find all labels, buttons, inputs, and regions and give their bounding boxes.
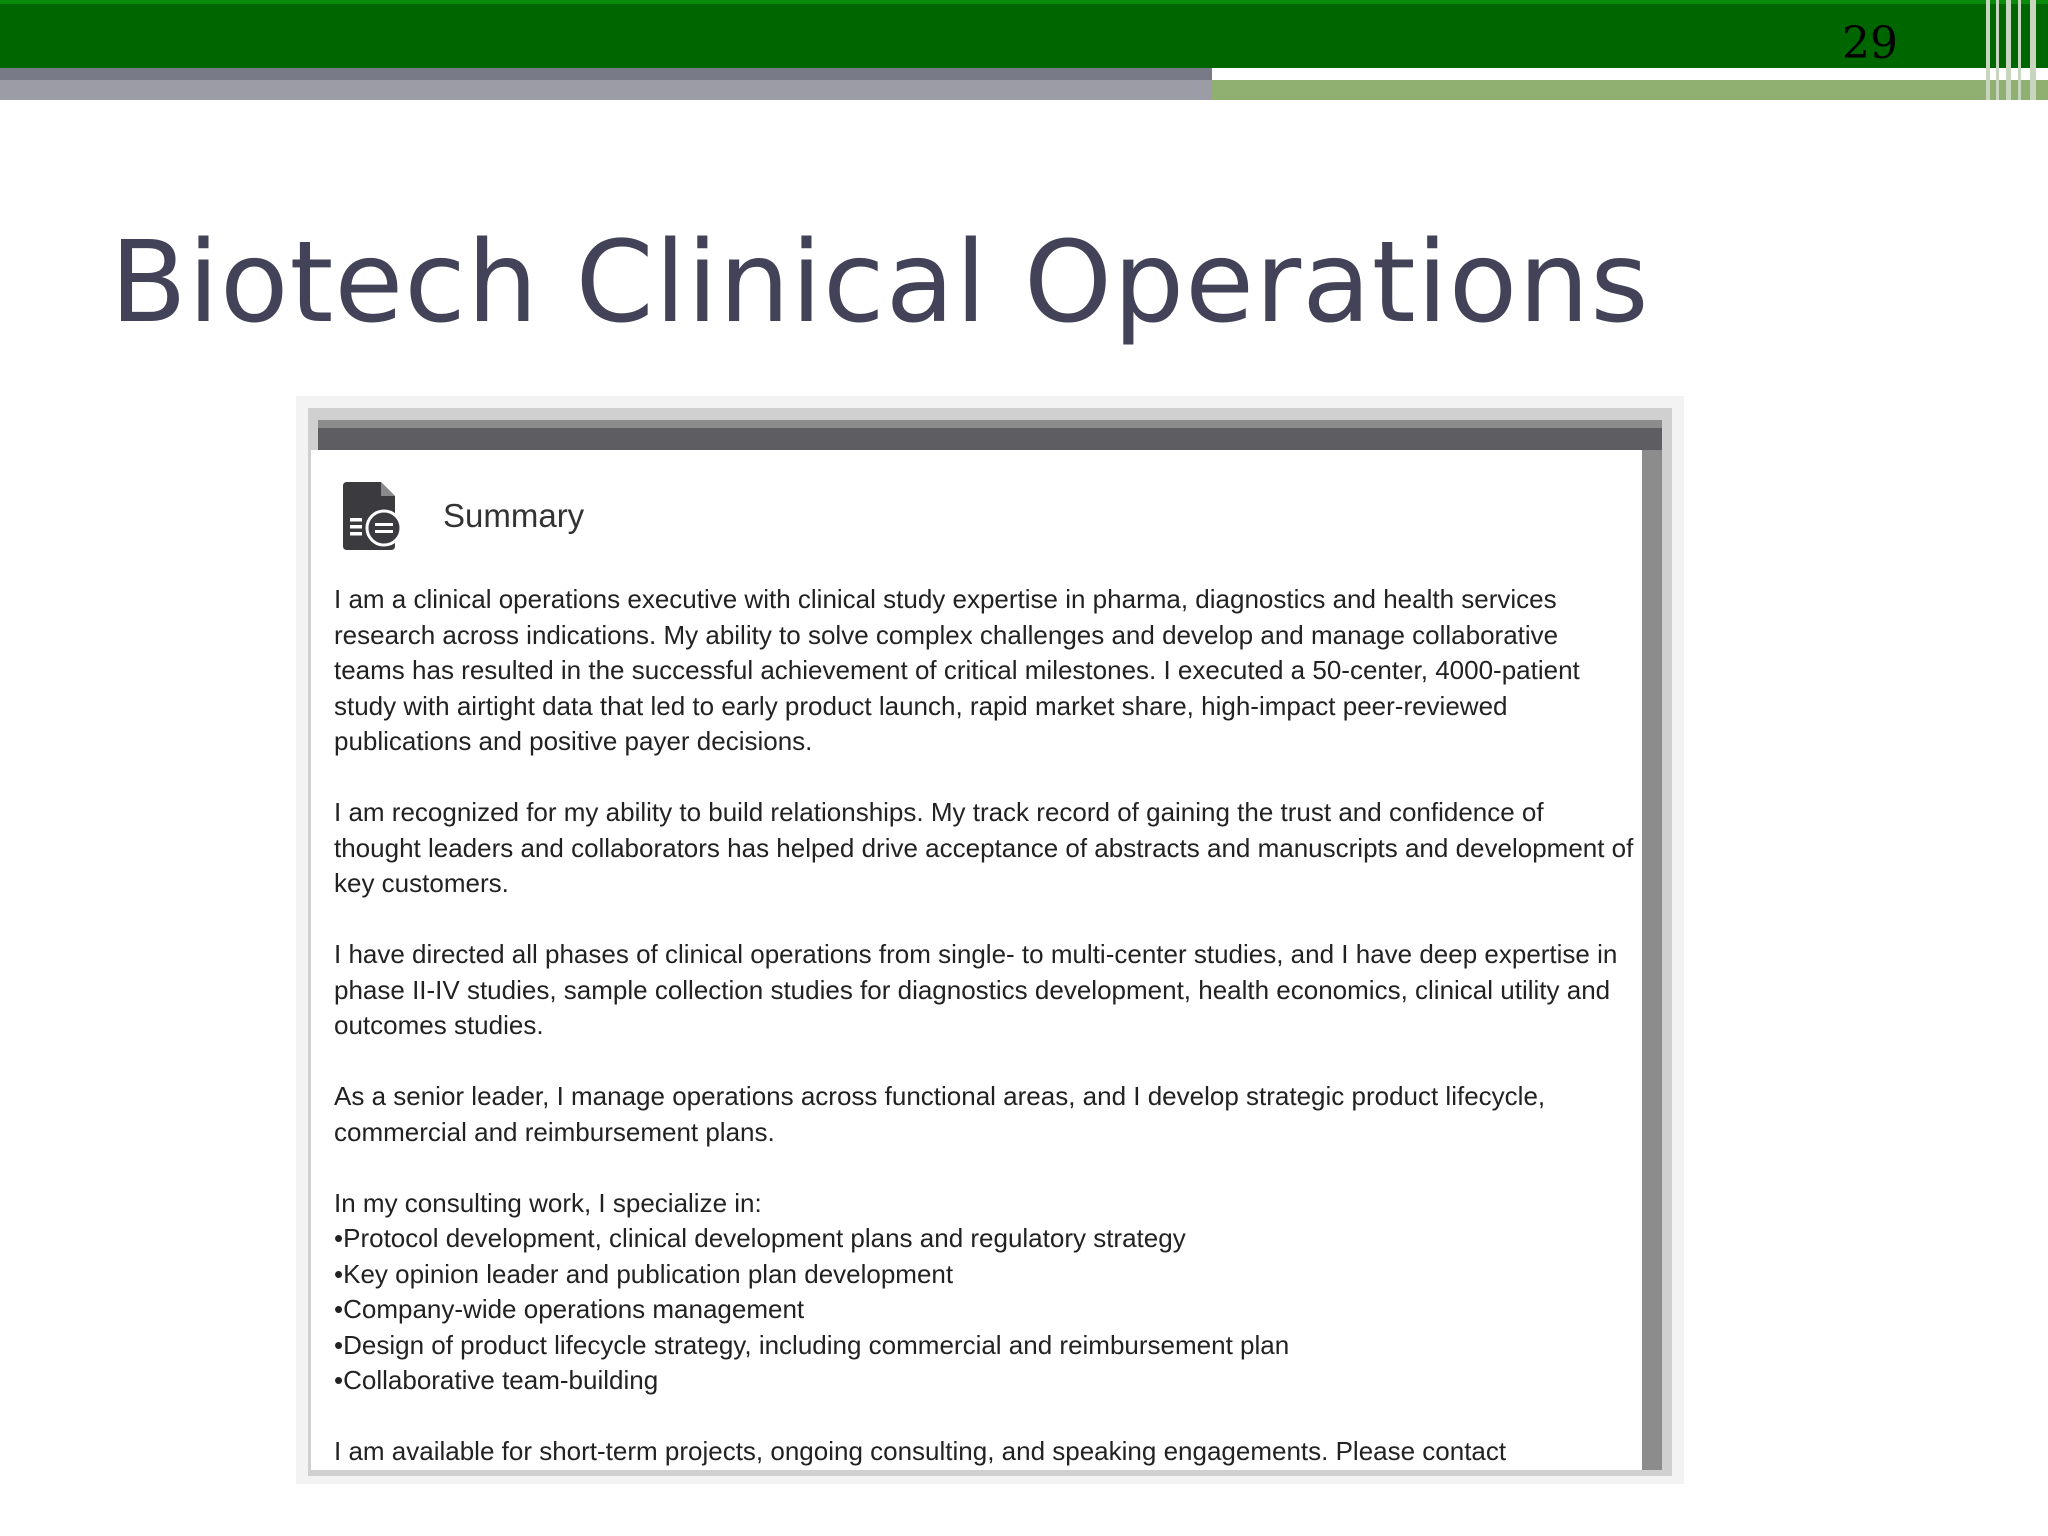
header-green-bar	[0, 0, 2048, 68]
header-stripe	[2006, 0, 2011, 100]
summary-paragraph: As a senior leader, I manage operations across functional areas, and I develop strategic product lifecycle, commercial and reimbursement plans.	[334, 1081, 1546, 1147]
summary-panel	[311, 450, 1642, 1470]
header-gray-bar	[0, 68, 1212, 100]
summary-paragraph: I have directed all phases of clinical operations from single- to multi-center studies, and I have deep expertise in phase II-IV studies, sample collection studies for diagnostics development, health economics, clinical utility and outcomes studies.	[334, 939, 1618, 1040]
page-number: 29	[1842, 18, 1898, 69]
summary-paragraph: I am recognized for my ability to build relationships. My track record of gaining the trust and confidence of thought leaders and collaborators has helped drive acceptance of abstracts and manuscripts and development of key customers.	[334, 797, 1634, 898]
header-stripe	[2030, 0, 2036, 100]
header-stripe	[1996, 0, 1999, 100]
slide-title: Biotech Clinical Operations	[110, 218, 1650, 348]
panel-top-border	[318, 428, 1662, 450]
consulting-intro: In my consulting work, I specialize in:	[334, 1187, 762, 1218]
header-stripe	[2018, 0, 2021, 100]
document-icon	[341, 480, 405, 552]
summary-body	[334, 582, 1634, 1470]
header-stripe	[1986, 0, 1990, 100]
summary-paragraph: I am a clinical operations executive with clinical study expertise in pharma, diagnostics and health services research across indications. My ability to solve complex challenges and develop and manage collaborative teams has resulted in the successful achievement of critical milestones. I executed a 50-center, 4000-patient study with airtight data that led to early product launch, rapid market share, high-impact peer-reviewed publications and positive payer decisions.	[334, 584, 1580, 756]
consulting-item: • Key opinion leader and publication plan development	[334, 1257, 1634, 1293]
consulting-item: • Protocol development, clinical development plans and regulatory strategy	[334, 1221, 1634, 1257]
summary-header	[341, 480, 584, 552]
header-light-green-bar	[1212, 80, 2048, 100]
consulting-item: • Design of product lifecycle strategy, including commercial and reimbursement plan	[334, 1328, 1634, 1364]
summary-heading: Summary	[443, 497, 585, 534]
consulting-list	[334, 1221, 1634, 1399]
summary-closing: I am available for short-term projects, ongoing consulting, and speaking engagements. Please contact	[334, 1436, 1507, 1466]
consulting-item: • Collaborative team-building	[334, 1363, 1634, 1399]
consulting-item: • Company-wide operations management	[334, 1292, 1634, 1328]
